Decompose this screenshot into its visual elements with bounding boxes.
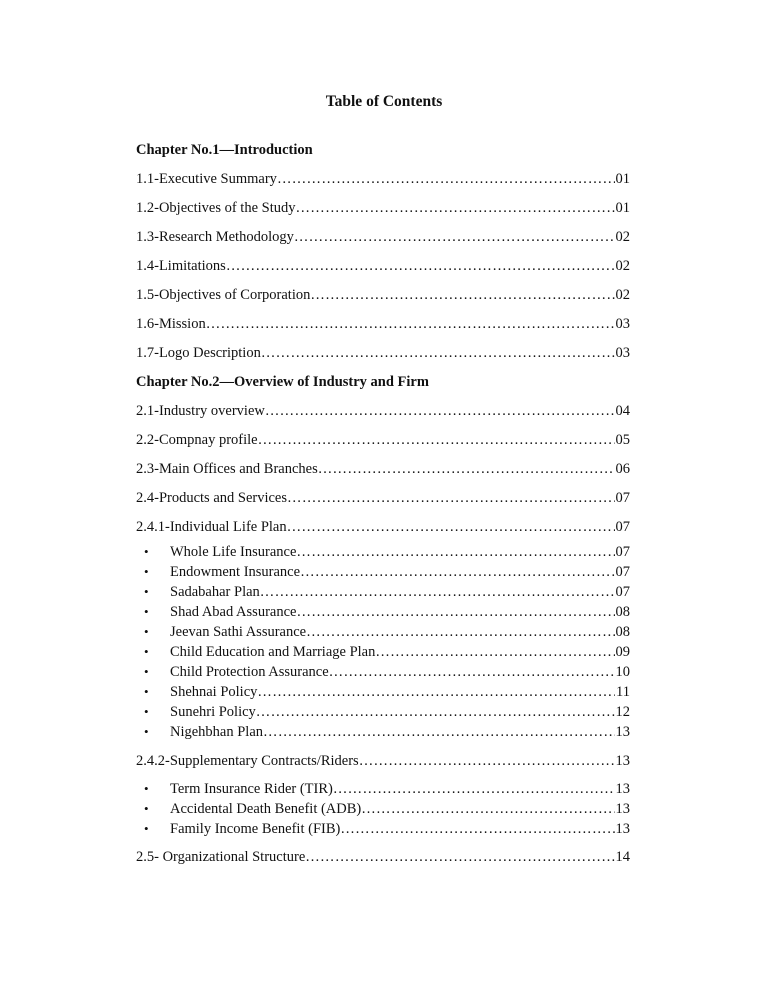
page-number: 07 [615, 544, 630, 560]
page-number: 01 [615, 165, 631, 194]
entry-label: 2.4.2-Supplementary Contracts/Riders [136, 753, 359, 769]
dot-leader [295, 194, 614, 223]
dot-leader [306, 622, 614, 642]
table-of-contents [136, 136, 630, 872]
bullet-entry [136, 602, 630, 622]
page-number: 02 [615, 223, 631, 252]
entry-label: 1.4-Limitations [136, 258, 226, 274]
page-number: 03 [615, 339, 631, 368]
toc-entry [136, 426, 630, 455]
page-number: 13 [615, 781, 630, 797]
dot-leader [261, 339, 615, 368]
entry-label: Family Income Benefit (FIB) [170, 821, 341, 837]
bullet-icon: • [144, 604, 149, 619]
entry-label: 2.3-Main Offices and Branches [136, 461, 318, 477]
toc-entry [136, 513, 630, 542]
bullet-entry [136, 542, 630, 562]
toc-entry [136, 397, 630, 426]
bullet-entry [136, 722, 630, 742]
entry-label: Sadabahar Plan [170, 584, 260, 600]
dot-leader [359, 747, 615, 776]
page-number: 07 [615, 564, 630, 580]
dot-leader [305, 843, 614, 872]
bullet-entry [136, 779, 630, 799]
page-number: 13 [615, 724, 630, 740]
page-number: 12 [615, 704, 630, 720]
toc-entry [136, 252, 630, 281]
toc-entry [136, 455, 630, 484]
toc-entry [136, 310, 630, 339]
page-number: 11 [616, 684, 630, 700]
bullet-entry [136, 799, 630, 819]
entry-label: 2.4-Products and Services [136, 490, 288, 506]
entry-label: Endowment Insurance [170, 564, 301, 580]
entry-label: Jeevan Sathi Assurance [170, 624, 307, 640]
dot-leader [361, 799, 614, 819]
dot-leader [265, 397, 615, 426]
page-number: 10 [615, 664, 630, 680]
page-number: 13 [615, 801, 630, 817]
chapter-heading: Chapter No.2—Overview of Industry and Firm [136, 374, 429, 390]
bullet-icon: • [144, 584, 149, 599]
dot-leader [287, 513, 615, 542]
toc-entry [136, 339, 630, 368]
entry-label: Child Education and Marriage Plan [170, 644, 376, 660]
page-number: 13 [615, 747, 631, 776]
bullet-entry [136, 682, 630, 702]
page-number: 09 [615, 644, 630, 660]
dot-leader [294, 223, 615, 252]
bullet-icon: • [144, 704, 149, 719]
dot-leader [256, 702, 615, 722]
toc-entry [136, 843, 630, 872]
dot-leader [296, 542, 614, 562]
dot-leader [206, 310, 615, 339]
entry-label: 2.4.1-Individual Life Plan [136, 519, 287, 535]
page-number: 03 [615, 310, 631, 339]
page-number: 02 [615, 252, 631, 281]
entry-label: 2.5- Organizational Structure [136, 849, 306, 865]
page-number: 14 [615, 843, 631, 872]
page-number: 08 [615, 604, 630, 620]
dot-leader [287, 484, 614, 513]
bullet-icon: • [144, 664, 149, 679]
entry-label: 1.6-Mission [136, 316, 206, 332]
bullet-entry [136, 819, 630, 839]
entry-label: Nigehbhan Plan [170, 724, 264, 740]
entry-label: Shad Abad Assurance [170, 604, 297, 620]
toc-entry [136, 281, 630, 310]
dot-leader [329, 662, 615, 682]
page-number: 07 [615, 484, 631, 513]
dot-leader [300, 562, 614, 582]
entry-label: Accidental Death Benefit (ADB) [170, 801, 362, 817]
entry-label: 2.2-Compnay profile [136, 432, 258, 448]
toc-entry [136, 165, 630, 194]
bullet-icon: • [144, 684, 149, 699]
toc-entry [136, 223, 630, 252]
bullet-entry [136, 702, 630, 722]
dot-leader [318, 455, 615, 484]
dot-leader [310, 281, 614, 310]
page-number: 06 [615, 455, 631, 484]
page-number: 02 [615, 281, 631, 310]
bullet-icon: • [144, 781, 149, 796]
entry-label: 1.1-Executive Summary [136, 171, 277, 187]
bullet-icon: • [144, 644, 149, 659]
dot-leader [257, 682, 615, 702]
bullet-icon: • [144, 801, 149, 816]
entry-label: Term Insurance Rider (TIR) [170, 781, 333, 797]
entry-label: Shehnai Policy [170, 684, 258, 700]
entry-label: 1.7-Logo Description [136, 345, 261, 361]
toc-entry [136, 194, 630, 223]
entry-label: 2.1-Industry overview [136, 403, 265, 419]
bullet-icon: • [144, 544, 149, 559]
toc-entry [136, 747, 630, 776]
page-number: 07 [615, 513, 631, 542]
page-number: 01 [615, 194, 631, 223]
entry-label: Child Protection Assurance [170, 664, 329, 680]
bullet-entry [136, 622, 630, 642]
entry-label: Whole Life Insurance [170, 544, 297, 560]
bullet-entry [136, 562, 630, 582]
toc-entry [136, 484, 630, 513]
dot-leader [258, 426, 615, 455]
entry-label: 1.5-Objectives of Corporation [136, 287, 311, 303]
dot-leader [260, 582, 615, 602]
dot-leader [226, 252, 615, 281]
bullet-entry [136, 662, 630, 682]
bullet-entry [136, 582, 630, 602]
entry-label: 1.3-Research Methodology [136, 229, 294, 245]
dot-leader [296, 602, 614, 622]
chapter-heading: Chapter No.1—Introduction [136, 142, 313, 158]
bullet-icon: • [144, 821, 149, 836]
dot-leader [263, 722, 614, 742]
bullet-icon: • [144, 564, 149, 579]
page-title: Table of Contents [325, 93, 443, 110]
page-number: 04 [615, 397, 631, 426]
bullet-icon: • [144, 624, 149, 639]
page-number: 07 [615, 584, 630, 600]
dot-leader [340, 819, 614, 839]
entry-label: Sunehri Policy [170, 704, 256, 720]
page-number: 13 [615, 821, 630, 837]
dot-leader [375, 642, 614, 662]
page-number: 05 [615, 426, 631, 455]
dot-leader [333, 779, 615, 799]
bullet-entry [136, 642, 630, 662]
dot-leader [277, 165, 615, 194]
entry-label: 1.2-Objectives of the Study [136, 200, 296, 216]
page-number: 08 [615, 624, 630, 640]
bullet-icon: • [144, 724, 149, 739]
